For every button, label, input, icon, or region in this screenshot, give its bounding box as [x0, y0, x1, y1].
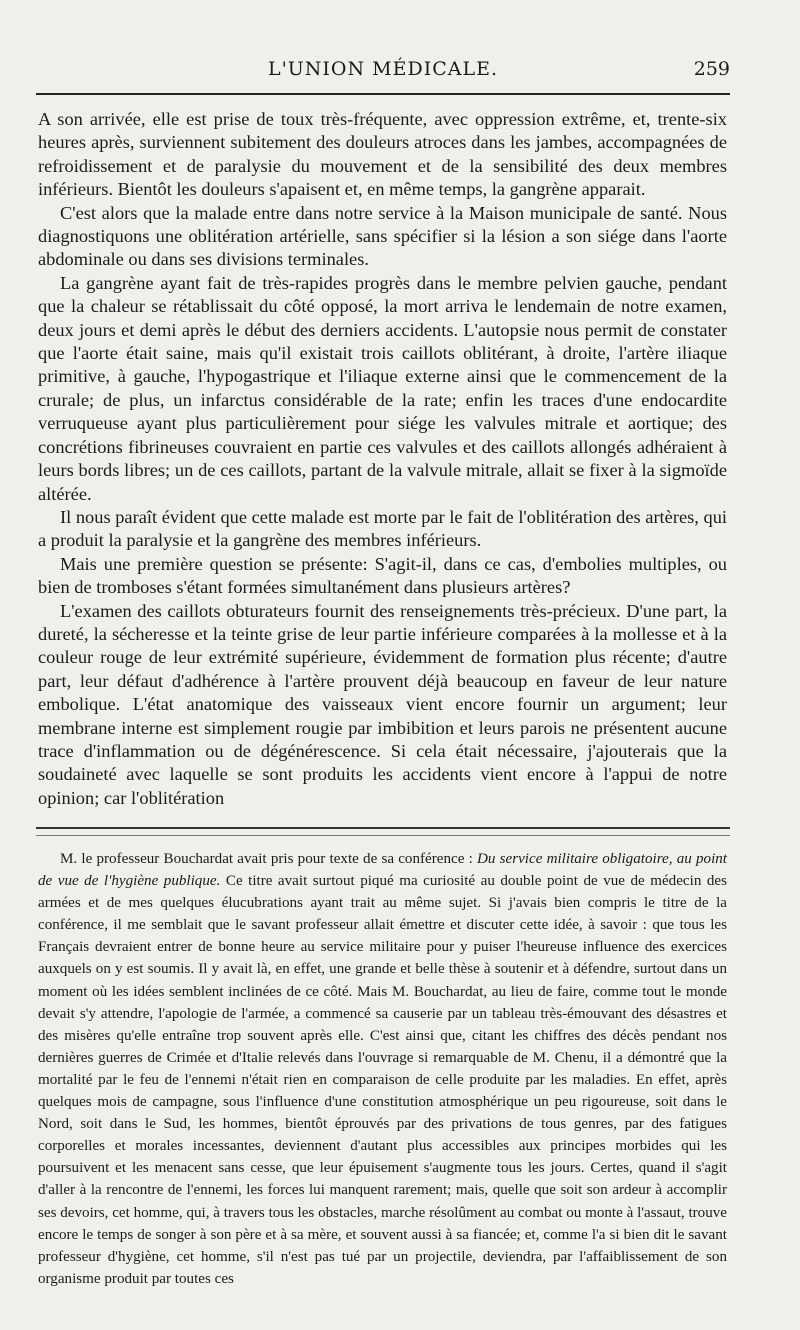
- page-header: [36, 58, 730, 92]
- paragraph: A son arrivée, elle est prise de toux très-fréquente, avec oppression extrême, et, trente-six heures après, surviennent subitement des douleurs atroces dans les jambes, accompagnées de refroidissement et de paralysie du mouvement et de la sensibilité des deux membres inférieurs. Bientôt les douleurs s'apaisent et, en même temps, la gangrène apparait.: [38, 109, 727, 200]
- footnote-separator: [36, 827, 730, 836]
- footnote-lead: M. le professeur Bouchardat avait pris pour texte de sa conférence :: [60, 851, 478, 867]
- header-rule: [36, 93, 730, 95]
- footnote-text: Ce titre avait surtout piqué ma curiosité au double point de vue de médecin des armées et de mes quelques élucubrations ayant trait au même sujet. Si j'avais bien compris le titre de la conférence, il me semblait que le savant professeur allait émettre et discuter cette idée, à savoir : que tous les Français devraient entrer de bonne heure au service militaire pour y puiser l'heureuse influence des exercices auxquels on y est soumis. Il y avait là, en effet, une grande et belle thèse à soutenir et à défendre, surtout dans un moment où les idées semblent inclinées de ce côté. Mais M. Bouchardat, au lieu de faire, comme tout le monde devait s'y attendre, l'apologie de l'armée, a commencé sa causerie par un tableau très-émouvant des désastres et des misères qu'elle entraîne trop souvent après elle. C'est ainsi que, citant les chiffres des décès pendant nos dernières guerres de Crimée et d'Italie relevés dans l'ouvrage si remarquable de M. Chenu, il a démontré que la mortalité par le feu de l'ennemi n'était rien en comparaison de celle produite par les maladies. En effet, après quelques mois de campagne, sous l'influence d'une constitution atmosphérique un peu rigoureuse, soit dans le Nord, soit dans le Sud, les hommes, bientôt éprouvés par des privations de tous genres, par des fatigues corporelles et morales incessantes, deviennent d'autant plus accessibles aux principes morbides qui les poursuivent et les menacent sans cesse, que leur épuisement s'augmente tous les jours. Certes, quand il s'agit d'aller à la rencontre de l'ennemi, les forces lui manquent rarement; mais, quelle que soit son ardeur à accomplir ses devoirs, cet homme, qui, à travers tous les obstacles, marche résolûment au combat ou monte à l'assaut, trouve encore le temps de songer à son père et à sa mère, et souvent aussi à sa fiancée; et, comme l'a si bien dit le savant professeur d'hygiène, cet homme, s'il n'est pas tué par un projectile, deviendra, par l'affaiblissement de son organisme produit par toutes ces: [38, 873, 727, 1287]
- running-head: L'UNION MÉDICALE.: [267, 58, 499, 80]
- paragraph: La gangrène ayant fait de très-rapides progrès dans le membre pelvien gauche, pendant que la chaleur se rétablissait du côté opposé, la mort arriva le lendemain de notre examen, deux jours et demi après le début des derniers accidents. L'autopsie nous permit de constater que l'aorte était saine, mais qu'il existait trois caillots oblitérant, à droite, l'artère iliaque primitive, à gauche, l'hypogastrique et l'iliaque externe ainsi que le commencement de la crurale; de plus, un infarctus considérable de la rate; enfin les traces d'une endocardite verruqueuse ayant plus particulièrement pour siége les valvules mitrale et aortique; des concrétions fibrineuses couvraient en partie ces valvules et des caillots allongés adhéraient à leurs bords libres; un de ces caillots, partant de la valvule mitrale, allait se fixer à la sigmoïde altérée.: [38, 272, 727, 504]
- footnote-italic-title: Du service militaire obligatoire, au point de vue de l'hygiène publique.: [38, 851, 728, 890]
- page-number: 259: [693, 58, 730, 80]
- main-text: [38, 108, 727, 810]
- footnote: [38, 848, 727, 1290]
- paragraph: Il nous paraît évident que cette malade est morte par le fait de l'oblitération des artères, qui a produit la paralysie et la gangrène des membres inférieurs.: [38, 506, 727, 551]
- paragraph: Mais une première question se présente: S'agit-il, dans ce cas, d'embolies multiples, ou bien de tromboses s'étant formées simultanément dans plusieurs artères?: [38, 553, 727, 598]
- paragraph: C'est alors que la malade entre dans notre service à la Maison municipale de santé. Nous diagnostiquons une oblitération artérielle, sans spécifier si la lésion a son siége dans l'aorte abdominale ou dans ses divisions terminales.: [38, 202, 727, 270]
- paragraph: L'examen des caillots obturateurs fournit des renseignements très-précieux. D'une part, la dureté, la sécheresse et la teinte grise de leur partie inférieure comparées à la mollesse et à la couleur rouge de leur extrémité supérieure, évidemment de formation plus récente; d'autre part, leur défaut d'adhérence à l'artère prouvent déjà beaucoup en faveur de leur nature embolique. L'état anatomique des vaisseaux vient encore fournir un argument; leur membrane interne est simplement rougie par imbibition et leurs parois ne présentent aucune trace d'inflammation ou de dégénérescence. Si cela était nécessaire, j'ajouterais que la soudaineté avec laquelle se sont produits les accidents vient encore à l'appui de notre opinion; car l'oblitération: [38, 600, 727, 808]
